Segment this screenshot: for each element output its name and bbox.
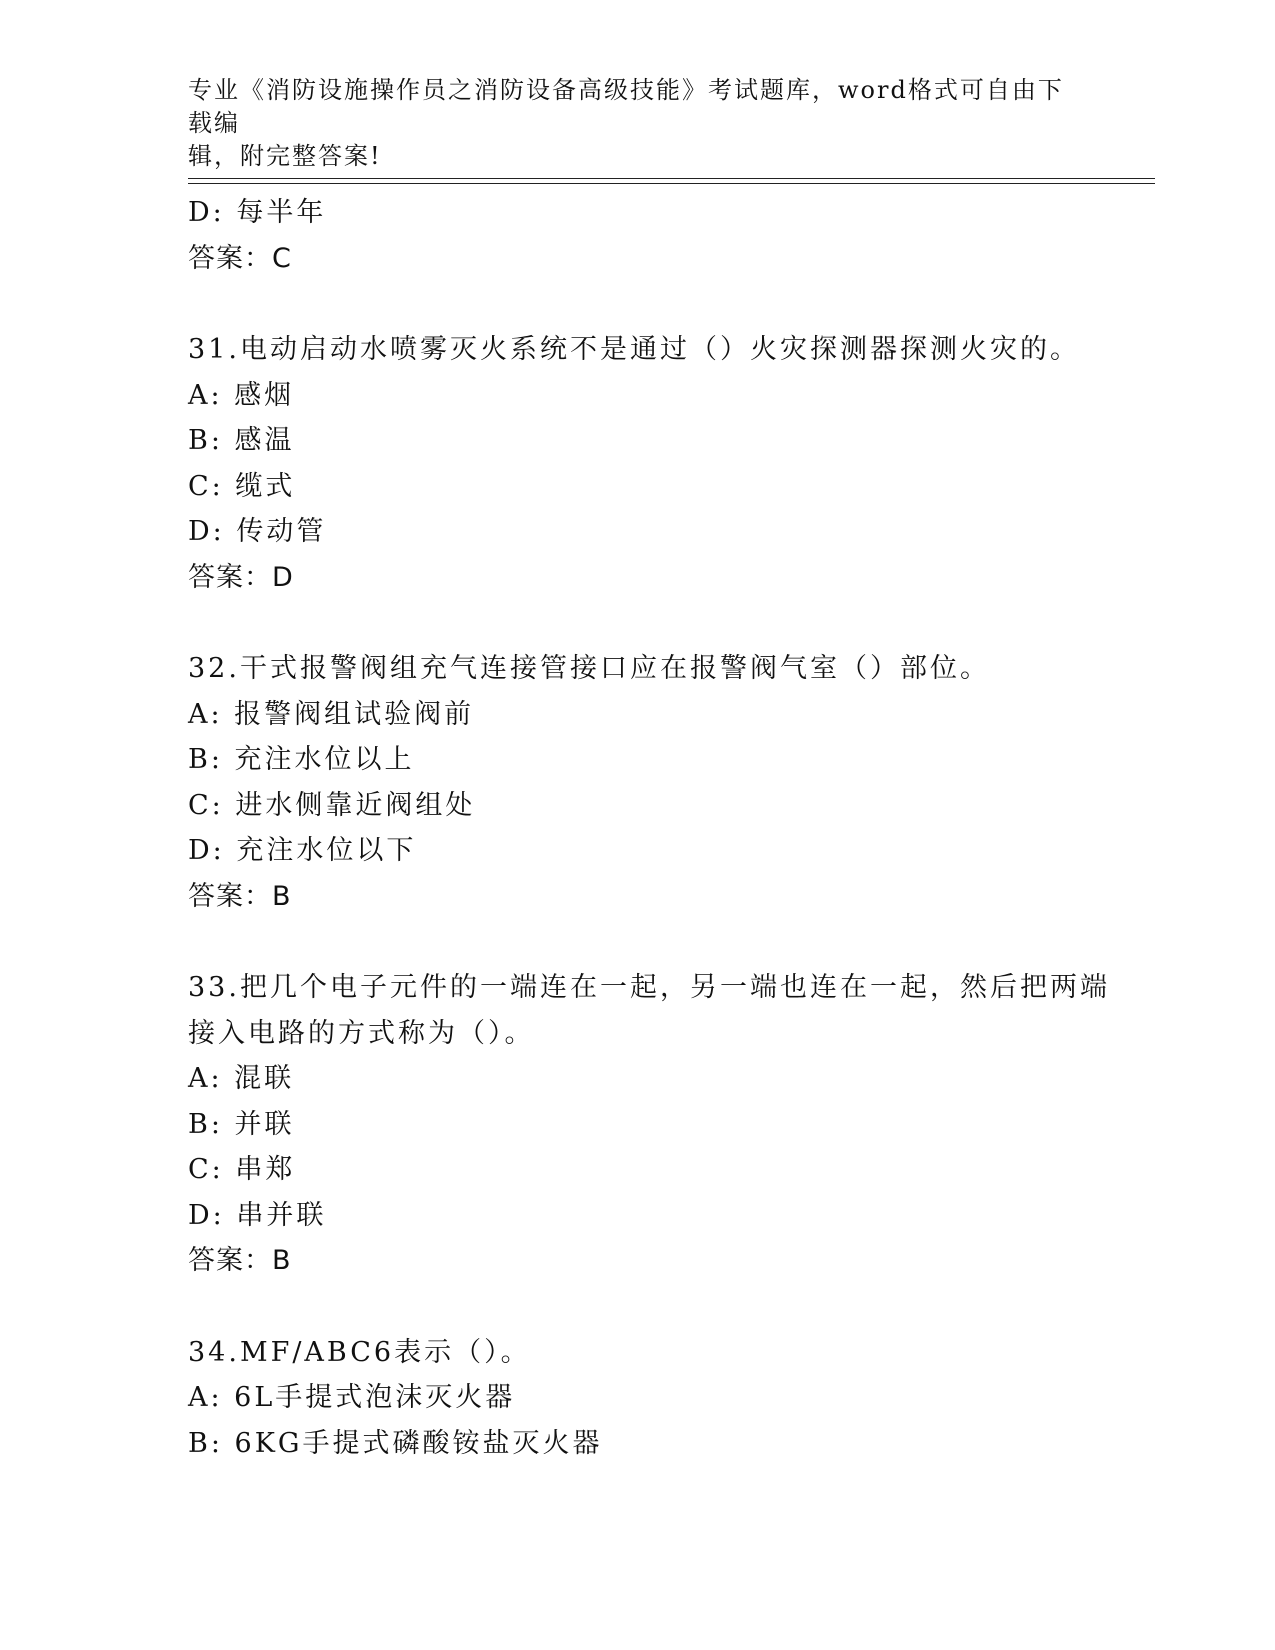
option-c: C: 缆式	[188, 470, 296, 502]
answer: 答案：C	[188, 242, 292, 274]
option-d: D: 串并联	[188, 1199, 327, 1231]
option-a: A: 报警阀组试验阀前	[188, 698, 475, 730]
question-34	[188, 1330, 1088, 1467]
question-stem: 31.电动启动水喷雾灭火系统不是通过（）火灾探测器探测火灾的。	[188, 334, 1080, 365]
question-31	[188, 327, 1088, 600]
answer: 答案：D	[188, 561, 294, 593]
option-b: B: 6KG手提式磷酸铵盐灭火器	[188, 1427, 603, 1459]
question-stem: 32.干式报警阀组充气连接管接口应在报警阀气室（）部位。	[188, 653, 990, 684]
spacer	[188, 1284, 1088, 1330]
option-a: A: 感烟	[188, 379, 295, 411]
header-divider-bottom	[188, 183, 1155, 184]
option-d: D: 充注水位以下	[188, 835, 417, 866]
option-a: A: 6L手提式泡沫灭火器	[188, 1382, 516, 1413]
option-d: D: 每半年	[188, 197, 327, 228]
question-list	[188, 190, 1110, 1466]
spacer	[188, 281, 1088, 327]
question-stem-line-2: 接入电路的方式称为（）。	[188, 1017, 535, 1049]
header-line-1: 专业《消防设施操作员之消防设备高级技能》考试题库，word格式可自由下载编	[188, 76, 1064, 137]
spacer	[188, 919, 1088, 965]
previous-question-tail	[188, 190, 1088, 281]
option-b: B: 充注水位以上	[188, 744, 415, 775]
header-line-2: 辑，附完整答案!	[188, 142, 382, 170]
option-c: C: 串郑	[188, 1154, 296, 1185]
spacer	[188, 600, 1088, 646]
question-32	[188, 646, 1088, 919]
question-33	[188, 965, 1110, 1284]
option-d: D: 传动管	[188, 516, 327, 547]
answer: 答案：B	[188, 880, 292, 912]
answer: 答案：B	[188, 1245, 292, 1276]
question-stem: 34.MF/ABC6表示（）。	[188, 1336, 531, 1368]
header-divider-top	[188, 178, 1155, 179]
option-c: C: 进水侧靠近阀组处	[188, 789, 476, 821]
document-header	[188, 74, 1088, 173]
option-a: A: 混联	[188, 1063, 295, 1094]
option-b: B: 感温	[188, 425, 295, 456]
option-b: B: 并联	[188, 1108, 295, 1140]
question-stem-line-1: 33.把几个电子元件的一端连在一起，另一端也连在一起，然后把两端	[188, 972, 1110, 1003]
